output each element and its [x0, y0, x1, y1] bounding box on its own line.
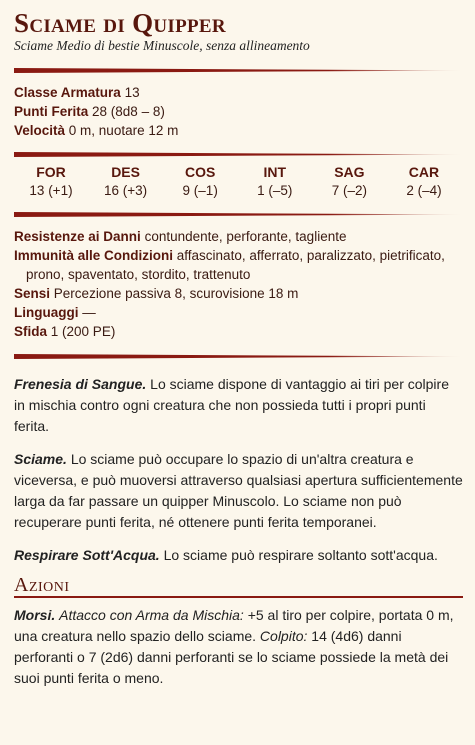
trait-name: Respirare Sott'Acqua.: [14, 547, 160, 563]
damage-resistances-value: contundente, perforante, tagliente: [144, 229, 347, 244]
challenge-label: Sfida: [14, 324, 48, 339]
ability-name: COS: [185, 164, 216, 180]
ability-value: 1 (–5): [257, 183, 293, 198]
divider: [14, 152, 463, 157]
ability-con: [167, 163, 233, 200]
creature-type: Sciame Medio di bestie Minuscole, senza allineamento: [14, 38, 310, 53]
ability-name: CAR: [408, 164, 440, 180]
stat-block: [14, 0, 463, 701]
languages: [14, 303, 463, 322]
trait-text: Lo sciame dispone di vantaggio ai tiri per colpire in mischia contro ogni creatura che non possieda tutti i propri punti ferita.: [14, 376, 449, 434]
attack-text: +5 al tiro per colpire, portata 0 m, una creatura nello spazio dello sciame.: [14, 607, 454, 644]
trait-text: Lo sciame può respirare soltanto sott'acqua.: [163, 547, 438, 563]
damage-resistances: [14, 227, 463, 246]
armor-class-label: Classe Armatura: [14, 85, 121, 100]
divider: [14, 68, 463, 73]
ability-value: 9 (–1): [182, 183, 218, 198]
ability-cha: [391, 163, 457, 200]
speed-label: Velocità: [14, 123, 66, 138]
languages-label: Linguaggi: [14, 305, 79, 320]
challenge-value: 1 (200 PE): [50, 324, 116, 339]
ability-int: [242, 163, 308, 200]
condition-immunities-label: Immunità alle Condizioni: [14, 248, 174, 263]
senses-label: Sensi: [14, 286, 51, 301]
hit-label: Colpito:: [259, 628, 308, 644]
ability-value: 16 (+3): [104, 183, 148, 198]
hit-points-label: Punti Ferita: [14, 104, 89, 119]
challenge: [14, 322, 463, 341]
actions-heading: Azioni: [14, 574, 70, 596]
attack-type: Attacco con Arma da Mischia:: [59, 607, 244, 623]
condition-immunities-value: affascinato, afferrato, paralizzato, pietrificato, prono, spaventato, stordito, trattenuto: [26, 248, 445, 282]
action-bite: [14, 605, 463, 689]
ability-dex: [93, 163, 159, 200]
divider: [14, 212, 463, 217]
actions-rule: [14, 596, 463, 598]
damage-resistances-label: Resistenze ai Danni: [14, 229, 141, 244]
armor-class: [14, 83, 463, 102]
speed-value: 0 m, nuotare 12 m: [68, 123, 179, 138]
hit-points-value: 28 (8d8 – 8): [92, 104, 165, 119]
condition-immunities: [14, 246, 463, 284]
creature-name: Sciame di Quipper: [14, 8, 226, 38]
ability-value: 7 (–2): [331, 183, 368, 198]
trait-text: Lo sciame può occupare lo spazio di un'altra creatura e viceversa, e può muoversi attraverso qualsiasi apertura sufficientemente larga da far passare un quipper Minuscolo. Lo sciame non può recuperare punti ferita, né ottenere punti ferita temporanei.: [14, 451, 463, 530]
trait-swarm: [14, 449, 463, 533]
senses: [14, 284, 463, 303]
ability-name: INT: [263, 164, 287, 180]
trait-blood-frenzy: [14, 374, 463, 437]
hit-points: [14, 102, 463, 121]
ability-str: [18, 163, 84, 200]
divider: [14, 354, 463, 359]
hit-text: 14 (4d6) danni perforanti o 7 (2d6) danni perforanti se lo sciame possiede la metà dei suoi punti ferita o meno.: [14, 628, 449, 686]
trait-name: Frenesia di Sangue.: [14, 376, 147, 392]
languages-value: —: [82, 305, 96, 320]
ability-name: SAG: [334, 164, 365, 180]
ability-value: 13 (+1): [29, 183, 73, 198]
ability-name: DES: [111, 164, 140, 180]
trait-name: Sciame.: [14, 451, 67, 467]
action-name: Morsi.: [14, 607, 56, 623]
senses-value: Percezione passiva 8, scurovisione 18 m: [53, 286, 299, 301]
trait-water-breathing: [14, 545, 463, 566]
speed: [14, 121, 463, 140]
ability-name: FOR: [36, 164, 66, 180]
ability-scores: [14, 163, 463, 200]
ability-value: 2 (–4): [406, 183, 442, 198]
armor-class-value: 13: [124, 85, 140, 100]
ability-wis: [316, 163, 382, 200]
